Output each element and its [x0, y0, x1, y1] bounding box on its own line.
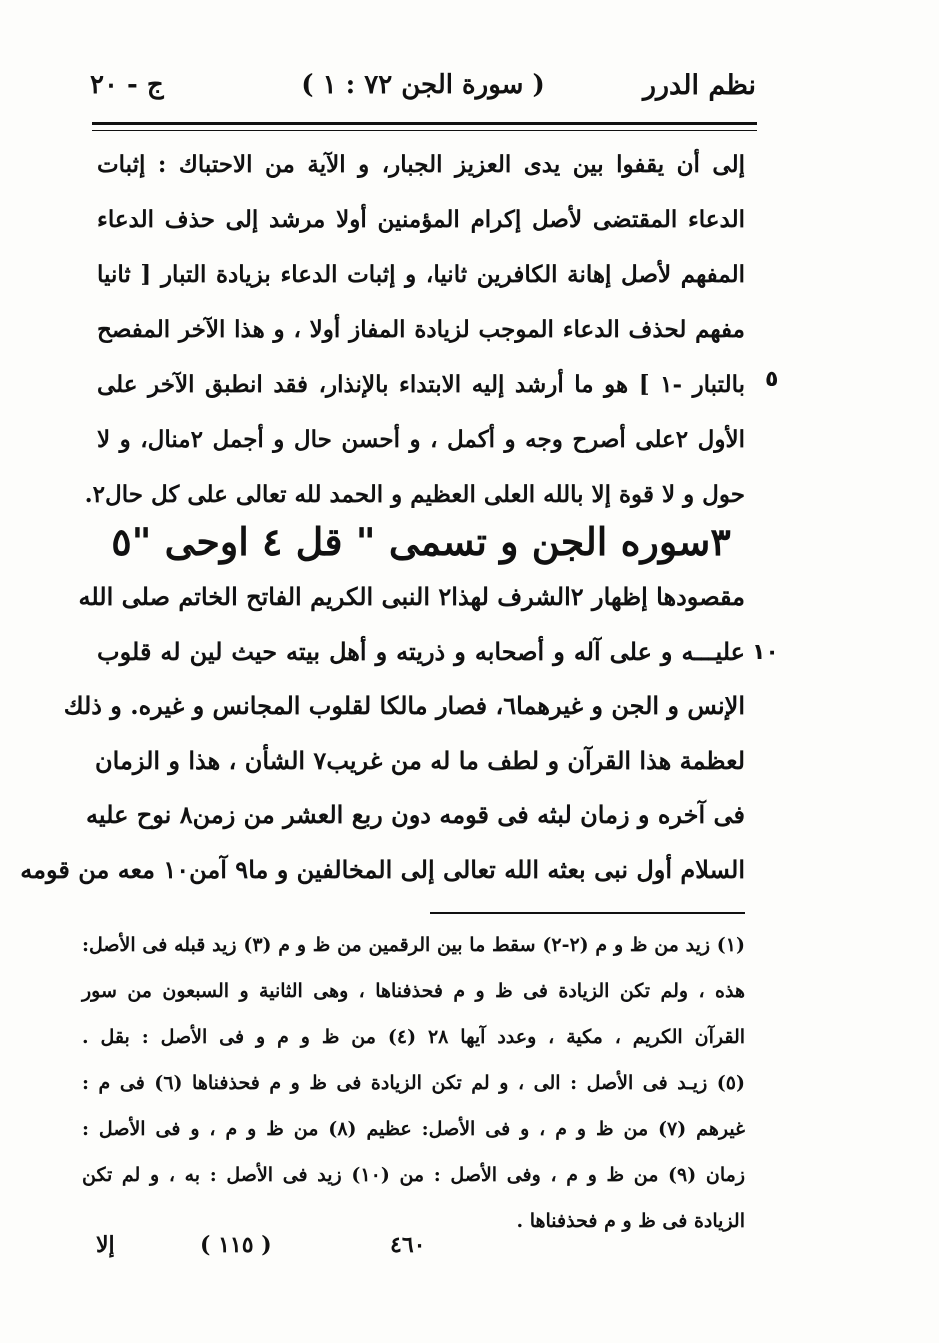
footnote-line: القرآن الكريم ، مكية ، وعدد آيها ٢٨ (٤) من ظ و م و فى الأصل : بقل .: [82, 1026, 746, 1048]
running-header: [90, 68, 756, 118]
text-line: إلى أن يقفوا بين يدى العزيز الجبار، و الآية من الاحتباك : إثبات: [97, 151, 745, 178]
text-line: عليـــه و على آله و أصحابه و ذريته و أهل بيته حيث لين له قلوب: [97, 636, 745, 666]
surah-title: ٣سوره الجن و تسمى " قل ٤ اوحى "٥: [111, 519, 731, 564]
header-rule-thin: [92, 130, 757, 131]
book-title: نظم الدرر: [642, 70, 756, 101]
page-footer: [90, 1232, 750, 1272]
text-line: بالتبار -١ ] هو ما أرشد إليه الابتداء بالإنذار، فقد انطبق الآخر على: [97, 371, 745, 398]
page-number: ٤٦٠: [390, 1232, 426, 1258]
footnotes: [82, 922, 745, 1244]
line-number-10: ١٠: [752, 640, 779, 665]
text-line: مقصودها إظهار ٢الشرف لهذا٢ النبى الكريم الفاتح الخاتم صلى الله: [78, 582, 745, 611]
surah-reference: ( سورة الجن ٧٢ : ١ ): [301, 70, 545, 100]
footnote-line: زمان (٩) من ظ و م ، وفى الأصل : من (١٠) زيد فى الأصل : به ، و لم تكن: [82, 1164, 746, 1186]
text-line: لعظمة هذا القرآن و لطف ما له من غريب٧ الشأن ، هذا و الزمان: [95, 745, 745, 775]
header-rule-thick: [92, 122, 757, 125]
text-line: حول و لا قوة إلا بالله العلى العظيم و الحمد لله تعالى على كل حال٢.: [84, 481, 745, 508]
main-text: [84, 137, 745, 522]
footnote-line: هذه ، ولم تكن الزيادة فى ظ و م فحذفناها ، وهى الثانية و السبعون من سور: [82, 980, 745, 1002]
footnote-rule: [430, 912, 745, 914]
footnote-line: غيرهم (٧) من ظ و م ، و فى الأصل: عظيم (٨) من ظ و م ، و فى الأصل :: [82, 1118, 745, 1140]
catchword: إلا: [96, 1232, 115, 1258]
intro-text: [20, 570, 745, 897]
text-line: الإنس و الجن و غيرهما٦، فصار مالكا لقلوب المجانس و غيره. و ذلك: [63, 691, 745, 720]
footnote-line: (١) زيد من ظ و م (٢-٢) سقط ما بين الرقمين من ظ و م (٣) زيد قبله فى الأصل:: [82, 934, 746, 956]
volume-number: ج - ٢٠: [90, 70, 164, 100]
text-line: فى آخره و زمان لبثه فى قومه دون ربع العشر من زمن٨ نوح عليه: [86, 800, 745, 829]
text-line: مفهم لحذف الدعاء الموجب لزيادة المفاز أولا ، و هذا الآخر المفصح: [97, 316, 745, 343]
line-number-5: ٥: [765, 367, 779, 392]
text-line: المفهم لأصل إهانة الكافرين ثانيا، و إثبات الدعاء بزيادة التبار [ ثانيا: [97, 261, 745, 288]
sequence-number: ( ١١٥ ): [200, 1232, 272, 1258]
text-line: السلام أول نبى بعثه الله تعالى إلى المخالفين و ما٩ آمن١٠ معه من قومه: [20, 854, 745, 884]
footnote-line: الزيادة فى ظ و م فحذفناها .: [516, 1210, 745, 1232]
text-line: الدعاء المقتضى لأصل إكرام المؤمنين أولا مرشد إلى حذف الدعاء: [97, 206, 745, 233]
footnote-line: (٥) زيـد فى الأصل : الى ، و لم تكن الزيادة فى ظ و م فحذفناها (٦) فى م :: [82, 1072, 745, 1094]
text-line: الأول ٢على أصرح وجه و أكمل ، و أحسن حال و أجمل ٢منال، و لا: [97, 426, 745, 453]
